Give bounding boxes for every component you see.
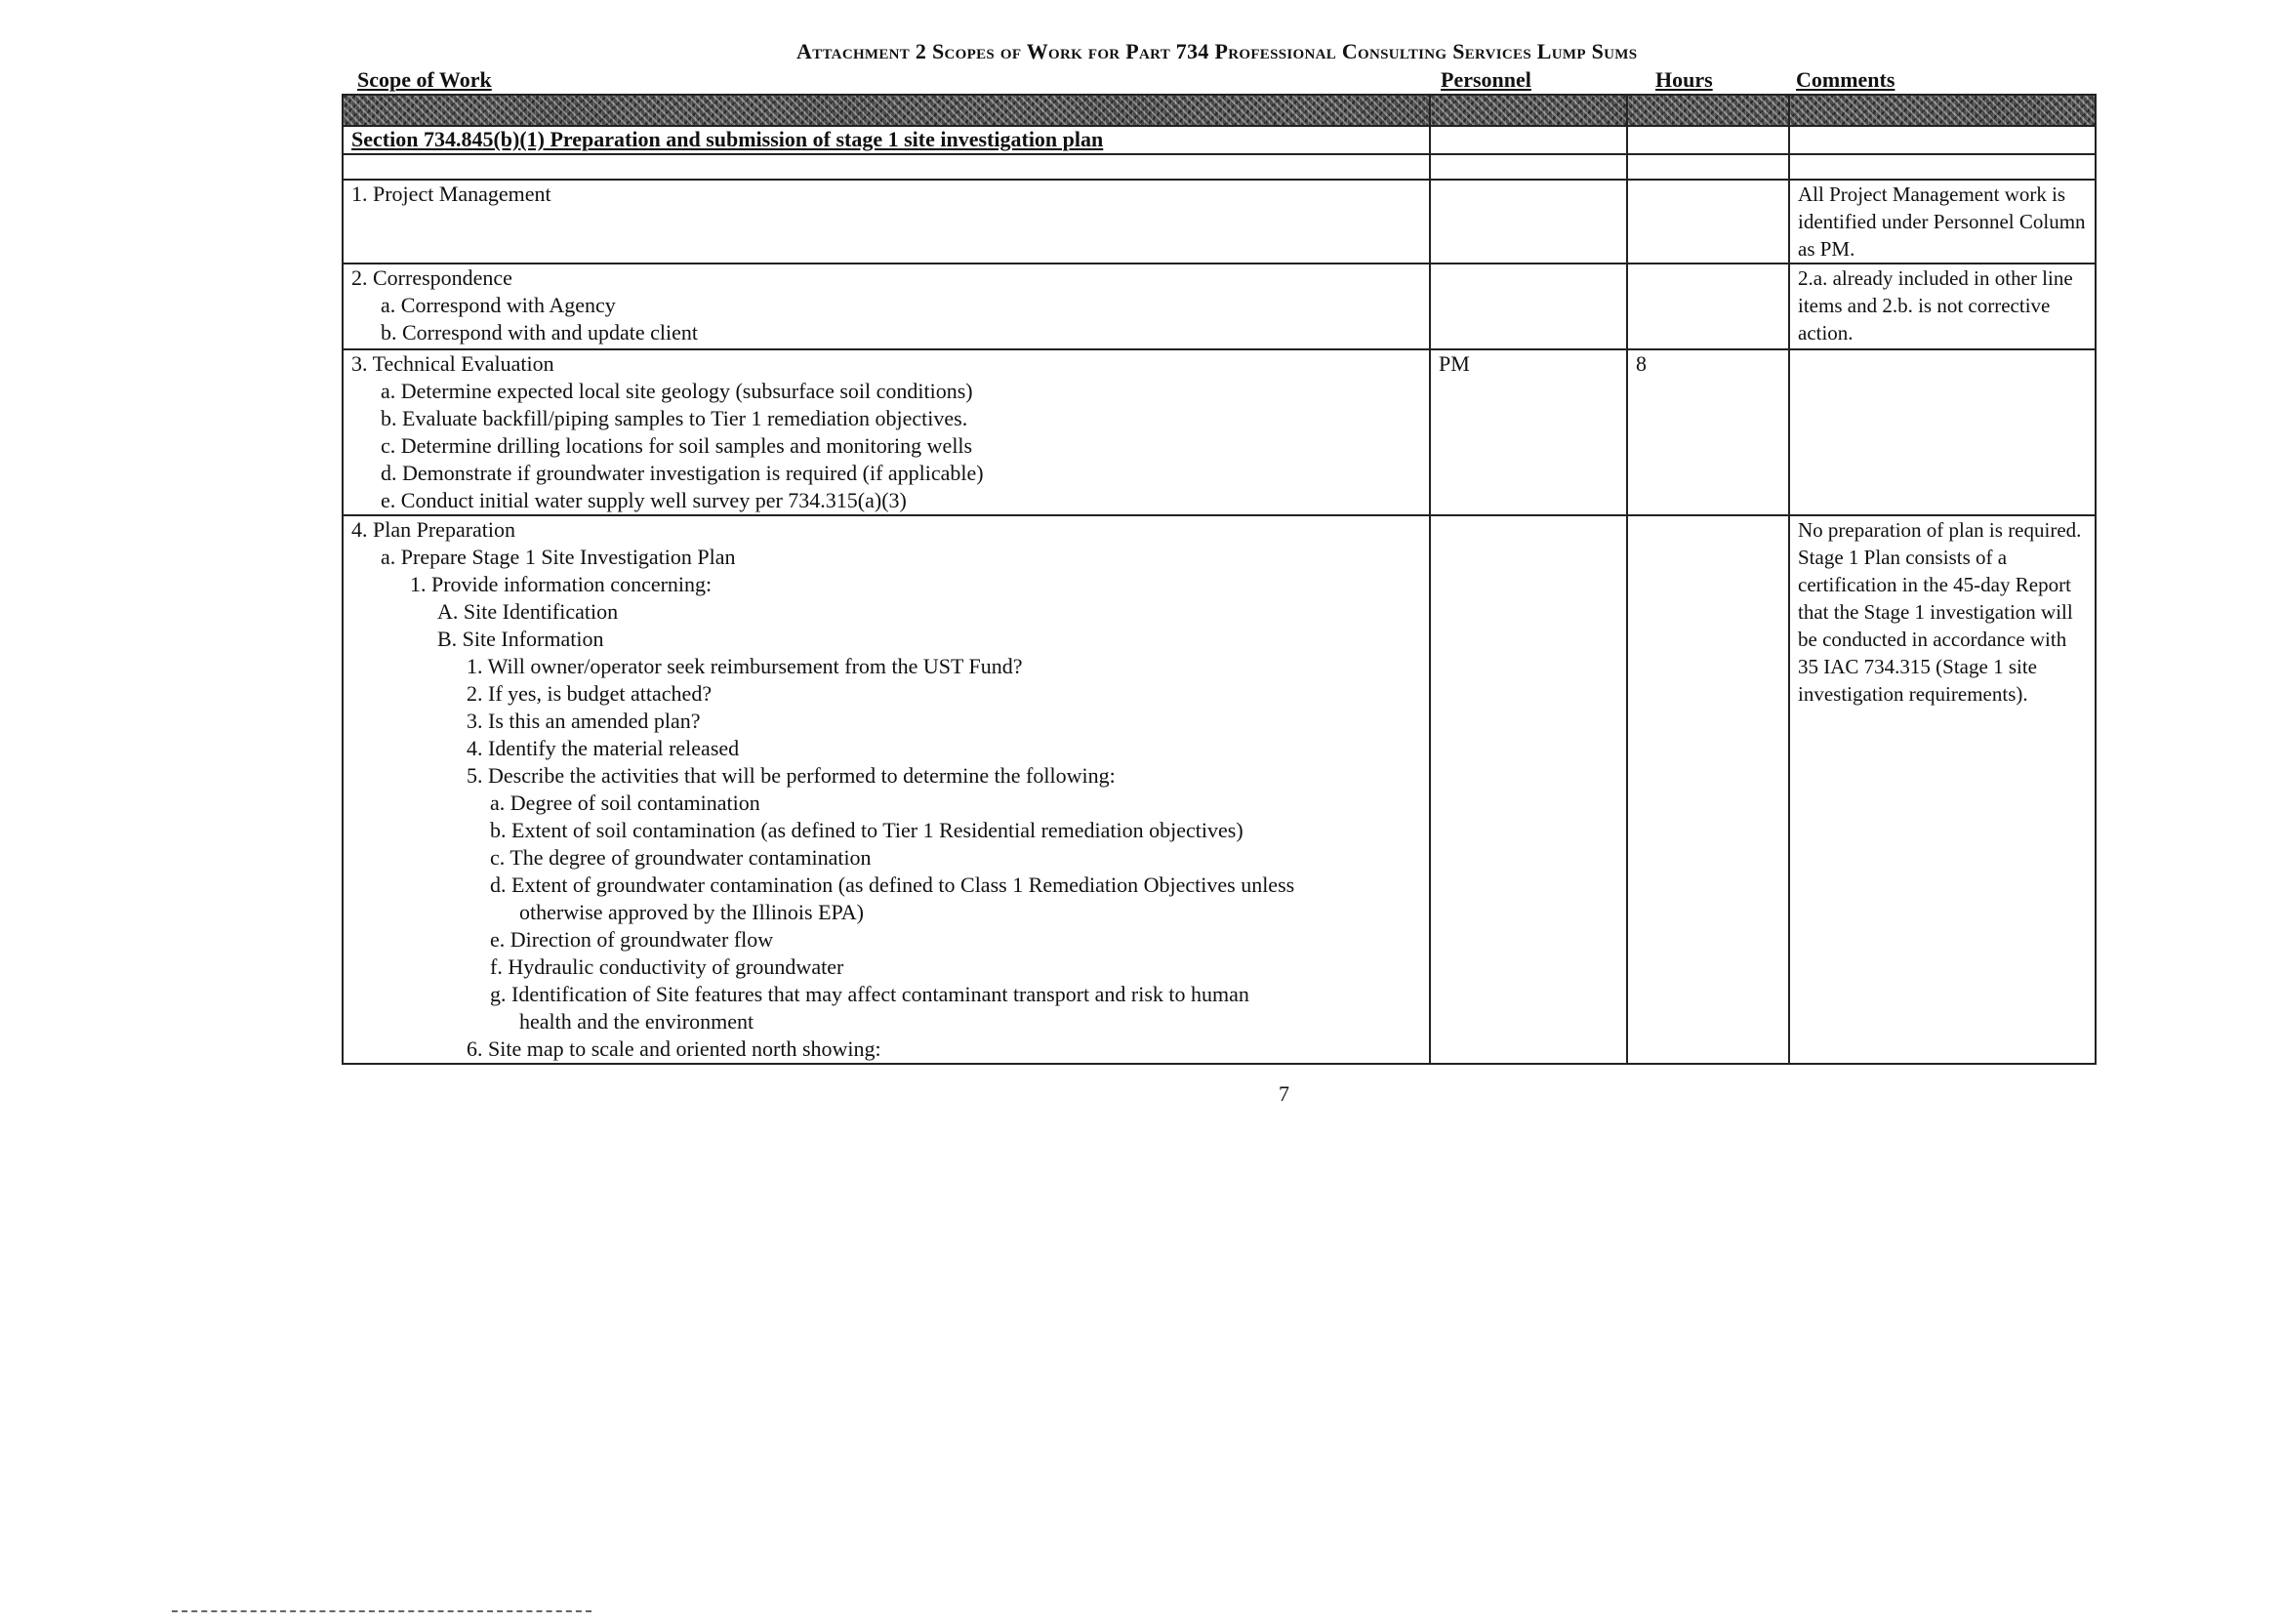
- scope-cell: [343, 180, 1430, 264]
- comment-correspondence: 2.a. already included in other line items and 2.b. is not corrective action.: [1789, 264, 2096, 349]
- subitem-B5c: c. The degree of groundwater contamination: [490, 845, 872, 870]
- column-header-personnel: Personnel: [1441, 67, 1531, 92]
- band-cell: [1789, 95, 2096, 126]
- subitem-4a1A: A. Site Identification: [437, 599, 619, 624]
- subitem-B6: 6. Site map to scale and oriented north showing:: [467, 1036, 881, 1061]
- spacer-row: [343, 154, 2096, 180]
- table-row-technical-evaluation: [343, 349, 2096, 515]
- section-row: [343, 126, 2096, 154]
- scope-cell: [343, 515, 1430, 1064]
- subitem-3d: d. Demonstrate if groundwater investigation is required (if applicable): [381, 461, 984, 485]
- subitem-B5d: d. Extent of groundwater contamination (as defined to Class 1 Remediation Objectives unless: [490, 873, 1295, 897]
- subitem-B5: 5. Describe the activities that will be performed to determine the following:: [467, 763, 1116, 788]
- subitem-B2: 2. If yes, is budget attached?: [467, 681, 713, 706]
- subitem-B3: 3. Is this an amended plan?: [467, 709, 701, 733]
- scope-of-work-table: [342, 94, 2097, 1065]
- subitem-B5g: g. Identification of Site features that may affect contaminant transport and risk to human: [490, 982, 1249, 1006]
- page-number: 7: [1279, 1081, 1289, 1106]
- item-project-management: 1. Project Management: [351, 182, 551, 206]
- subitem-B5d-continued: otherwise approved by the Illinois EPA): [519, 900, 864, 924]
- empty-cell: [1789, 154, 2096, 180]
- personnel-cell: [1430, 515, 1627, 1064]
- hours-cell: [1627, 180, 1789, 264]
- column-header-hours: Hours: [1655, 67, 1713, 92]
- personnel-cell: [1430, 180, 1627, 264]
- hours-cell: [1627, 515, 1789, 1064]
- item-correspondence: 2. Correspondence: [351, 265, 512, 290]
- subitem-2a: a. Correspond with Agency: [381, 293, 616, 317]
- empty-cell: [1627, 126, 1789, 154]
- table-row-plan-preparation: [343, 515, 2096, 1064]
- subitem-B5b: b. Extent of soil contamination (as defined to Tier 1 Residential remediation objectives): [490, 818, 1243, 842]
- empty-cell: [1627, 154, 1789, 180]
- subitem-B4: 4. Identify the material released: [467, 736, 740, 760]
- subitem-B5a: a. Degree of soil contamination: [490, 791, 760, 815]
- header-band: [343, 95, 2096, 126]
- subitem-3c: c. Determine drilling locations for soil samples and monitoring wells: [381, 433, 973, 458]
- footer-rule: [172, 1610, 591, 1612]
- table-row-correspondence: [343, 264, 2096, 349]
- document-title: Attachment 2 Scopes of Work for Part 734 Professional Consulting Services Lump Sums: [796, 39, 1638, 63]
- subitem-4a: a. Prepare Stage 1 Site Investigation Plan: [381, 545, 736, 569]
- band-cell: [1430, 95, 1627, 126]
- empty-cell: [1430, 126, 1627, 154]
- item-technical-evaluation: 3. Technical Evaluation: [351, 351, 554, 376]
- table-row-project-management: [343, 180, 2096, 264]
- band-cell: [1627, 95, 1789, 126]
- section-title: Section 734.845(b)(1) Preparation and submission of stage 1 site investigation plan: [343, 126, 1430, 154]
- subitem-B5f: f. Hydraulic conductivity of groundwater: [490, 954, 844, 979]
- subitem-4a1B: B. Site Information: [437, 627, 604, 651]
- subitem-3e: e. Conduct initial water supply well survey per 734.315(a)(3): [381, 488, 907, 512]
- empty-cell: [343, 154, 1430, 180]
- hours-cell: [1627, 264, 1789, 349]
- personnel-cell: PM: [1430, 349, 1627, 515]
- hours-cell: 8: [1627, 349, 1789, 515]
- column-header-comments: Comments: [1796, 67, 1895, 92]
- comment-cell: [1789, 349, 2096, 515]
- column-header-scope: Scope of Work: [357, 67, 492, 92]
- comment-plan-preparation: No preparation of plan is required. Stage 1 Plan consists of a certification in the 45-day Report that the Stage 1 investigation will be conducted in accordance with 35 IAC 734.315 (Stage 1 site investigation requirements).: [1789, 515, 2096, 1064]
- subitem-3b: b. Evaluate backfill/piping samples to Tier 1 remediation objectives.: [381, 406, 968, 430]
- scope-cell: [343, 264, 1430, 349]
- empty-cell: [1789, 126, 2096, 154]
- personnel-cell: [1430, 264, 1627, 349]
- empty-cell: [1430, 154, 1627, 180]
- comment-project-management: All Project Management work is identified under Personnel Column as PM.: [1789, 180, 2096, 264]
- subitem-B1: 1. Will owner/operator seek reimbursement from the UST Fund?: [467, 654, 1023, 678]
- band-cell: [343, 95, 1430, 126]
- scope-cell: [343, 349, 1430, 515]
- item-plan-preparation: 4. Plan Preparation: [351, 517, 516, 542]
- subitem-B5g-continued: health and the environment: [519, 1009, 754, 1034]
- subitem-2b: b. Correspond with and update client: [381, 320, 699, 345]
- subitem-4a1: 1. Provide information concerning:: [410, 572, 713, 596]
- subitem-B5e: e. Direction of groundwater flow: [490, 927, 774, 952]
- subitem-3a: a. Determine expected local site geology (subsurface soil conditions): [381, 379, 973, 403]
